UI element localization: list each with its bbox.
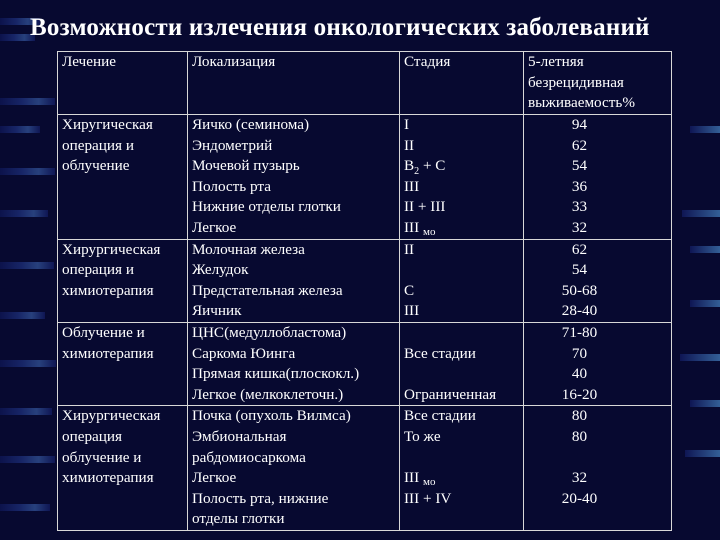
bg-stripe [690, 400, 720, 407]
stage-cell: II C III [400, 239, 524, 322]
header-survival: 5-летняя безрецидивная выживаемость% [524, 52, 672, 115]
bg-stripe [0, 262, 54, 269]
location-cell: ЦНС(медуллобластома) Саркома Юинга Прямая кишка(плоскокл.) Легкое (мелкоклеточн.) [188, 322, 400, 405]
survival-cell: 62 54 50-68 28-40 [524, 239, 672, 322]
treatment-cell: Облучение и химиотерапия [58, 322, 188, 405]
bg-stripe [0, 504, 50, 511]
header-stage: Стадия [400, 52, 524, 115]
stage-cell: Все стадии Ограниченная [400, 322, 524, 405]
bg-stripe [690, 246, 720, 253]
bg-stripe [685, 450, 720, 457]
treatment-cell: Хиругическая операция и облучение [58, 115, 188, 240]
survival-cell: 71-80 70 40 16-20 [524, 322, 672, 405]
treatment-cell: Хирургическая операция и химиотерапия [58, 239, 188, 322]
header-location: Локализация [188, 52, 400, 115]
bg-stripe [0, 312, 45, 319]
location-cell: Яичко (семинома) Эндометрий Мочевой пузырь Полость рта Нижние отделы глотки Легкое [188, 115, 400, 240]
bg-stripe [682, 210, 720, 217]
survival-cell: 94 62 54 36 33 32 [524, 115, 672, 240]
bg-stripe [0, 168, 55, 175]
stage-cell: I II $B_2 + C$ III II + III III мо [400, 115, 524, 240]
bg-stripe [680, 354, 720, 361]
page-title: Возможности излечения онкологических заболеваний [30, 14, 650, 41]
table-row [58, 115, 672, 240]
location-cell: Молочная железа Желудок Предстательная железа Яичник [188, 239, 400, 322]
bg-stripe [0, 408, 52, 415]
table-header-row [58, 52, 672, 115]
bg-stripe [0, 360, 56, 367]
bg-stripe [0, 210, 48, 217]
table-row [58, 322, 672, 405]
survival-cell: 80 80 32 20-40 [524, 406, 672, 531]
bg-stripe [0, 456, 55, 463]
stage-cell: Все стадии То же III мо III + IV [400, 406, 524, 531]
location-cell: Почка (опухоль Вилмса) Эмбиональная рабдомиосаркома Легкое Полость рта, нижние отделы глотки [188, 406, 400, 531]
treatment-cell: Хирургическая операция облучение и химиотерапия [58, 406, 188, 531]
bg-stripe [690, 300, 720, 307]
bg-stripe [0, 126, 40, 133]
bg-stripe [690, 126, 720, 133]
table-row [58, 406, 672, 531]
header-treatment: Лечение [58, 52, 188, 115]
cure-table [57, 51, 672, 531]
table-row [58, 239, 672, 322]
bg-stripe [0, 98, 55, 105]
